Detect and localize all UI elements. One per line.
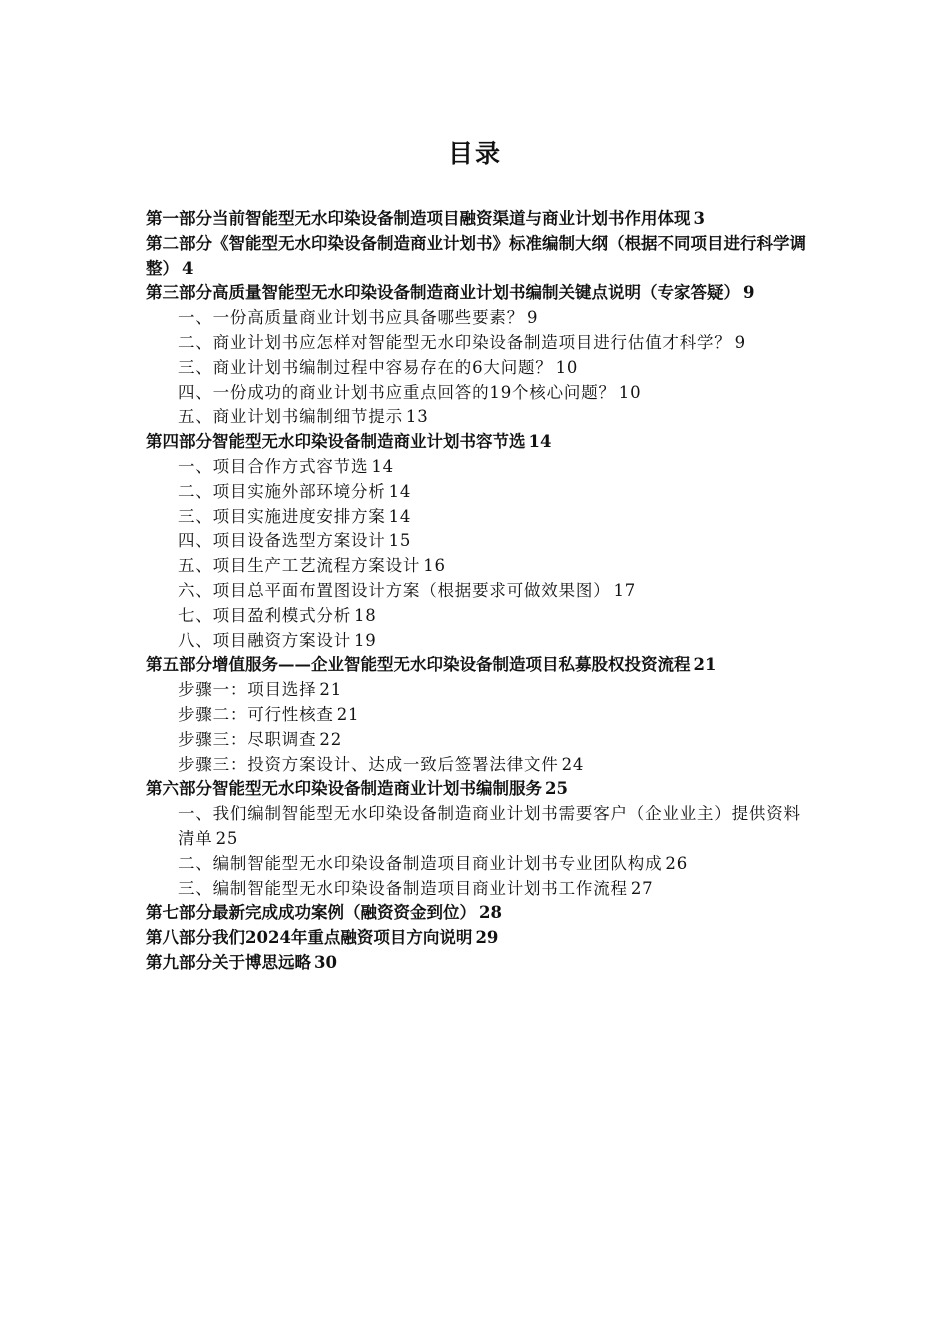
toc-page-number: 24 bbox=[561, 754, 585, 774]
toc-part-entry[interactable] bbox=[146, 901, 812, 926]
toc-entry-text: 第四部分智能型无水印染设备制造商业计划书容节选 bbox=[146, 432, 526, 452]
toc-page-number: 4 bbox=[182, 258, 194, 278]
toc-section-entry[interactable] bbox=[146, 480, 812, 505]
toc-section-entry[interactable] bbox=[146, 505, 812, 530]
toc-page-number: 21 bbox=[319, 680, 343, 700]
toc-page-number: 25 bbox=[215, 828, 239, 848]
toc-page-number: 29 bbox=[475, 928, 499, 948]
toc-entry-text: 八、项目融资方案设计 bbox=[178, 630, 351, 650]
toc-section-entry[interactable] bbox=[146, 703, 812, 728]
toc-page-number: 13 bbox=[405, 407, 429, 427]
toc-section-entry[interactable] bbox=[146, 678, 812, 703]
toc-entry-text: 一、我们编制智能型无水印染设备制造商业计划书需要客户（企业业主）提供资料清单 bbox=[178, 804, 801, 848]
toc-page-number: 10 bbox=[555, 357, 579, 377]
toc-section-entry[interactable] bbox=[146, 529, 812, 554]
toc-entry-text: 五、商业计划书编制细节提示 bbox=[178, 407, 403, 427]
toc-entry-text: 七、项目盈利模式分析 bbox=[178, 605, 351, 625]
toc-page-number: 16 bbox=[423, 556, 446, 576]
toc-page-number: 21 bbox=[693, 655, 717, 675]
toc-page-number: 18 bbox=[354, 605, 377, 625]
toc-section-entry[interactable] bbox=[146, 728, 812, 753]
toc-entry-text: 五、项目生产工艺流程方案设计 bbox=[178, 556, 421, 576]
toc-page-number: 3 bbox=[693, 209, 705, 228]
toc-entry-text: 二、项目实施外部环境分析 bbox=[178, 481, 386, 501]
toc-entry-text: 第九部分关于博思远略 bbox=[146, 952, 311, 972]
toc-entry-text: 四、项目设备选型方案设计 bbox=[178, 531, 386, 551]
toc-page-number: 28 bbox=[479, 903, 502, 923]
toc-section-entry[interactable] bbox=[146, 405, 812, 430]
toc-section-entry[interactable] bbox=[146, 604, 812, 629]
toc-section-entry[interactable] bbox=[146, 629, 812, 654]
toc-entry-text: 三、项目实施进度安排方案 bbox=[178, 506, 386, 526]
toc-entry-text: 第三部分高质量智能型无水印染设备制造商业计划书编制关键点说明（专家答疑） bbox=[146, 283, 740, 303]
toc-page-number: 15 bbox=[388, 531, 412, 551]
toc-page-number: 26 bbox=[665, 853, 689, 873]
page-title: 目录 bbox=[447, 139, 502, 168]
toc-section-entry[interactable] bbox=[146, 331, 812, 356]
toc-section-entry[interactable] bbox=[146, 356, 812, 381]
toc-section-entry[interactable] bbox=[146, 554, 812, 579]
toc-section-entry[interactable] bbox=[146, 306, 812, 331]
toc-entry-text: 第七部分最新完成成功案例（融资资金到位） bbox=[146, 903, 476, 923]
toc-section-entry[interactable] bbox=[146, 455, 812, 480]
toc-page-number: 22 bbox=[319, 729, 343, 749]
toc-page-number: 9 bbox=[527, 308, 539, 328]
toc-page-number: 14 bbox=[388, 506, 412, 526]
toc-section-entry[interactable] bbox=[146, 753, 812, 778]
toc-page-number: 19 bbox=[354, 630, 377, 650]
toc-page-number: 14 bbox=[528, 432, 552, 452]
toc-entry-text: 二、编制智能型无水印染设备制造项目商业计划书专业团队构成 bbox=[178, 853, 663, 873]
toc-part-entry[interactable] bbox=[146, 232, 812, 282]
toc-page-number: 14 bbox=[371, 456, 394, 476]
toc-page-number: 9 bbox=[743, 283, 755, 303]
toc-entry-text: 四、一份成功的商业计划书应重点回答的19个核心问题？ bbox=[178, 382, 616, 402]
toc-page-number: 30 bbox=[314, 952, 337, 972]
toc-page-number: 14 bbox=[388, 481, 412, 501]
toc-entry-text: 步骤一：项目选择 bbox=[178, 680, 317, 700]
toc-entry-text: 第八部分我们2024年重点融资项目方向说明 bbox=[146, 928, 473, 948]
toc-entry-text: 步骤三：尽职调查 bbox=[178, 729, 317, 749]
toc-page-number: 17 bbox=[613, 580, 637, 600]
toc-part-entry[interactable] bbox=[146, 951, 812, 976]
toc-section-entry[interactable] bbox=[146, 802, 812, 852]
toc-entry-text: 六、项目总平面布置图设计方案（根据要求可做效果图） bbox=[178, 580, 611, 600]
toc-part-entry[interactable] bbox=[146, 430, 812, 455]
toc-entry-text: 一、一份高质量商业计划书应具备哪些要素？ bbox=[178, 308, 524, 328]
toc-part-entry[interactable] bbox=[146, 207, 812, 232]
toc-entry-text: 第一部分当前智能型无水印染设备制造项目融资渠道与商业计划书作用体现 bbox=[146, 209, 691, 228]
toc-entry-text: 一、项目合作方式容节选 bbox=[178, 456, 369, 476]
toc-entry-text: 第六部分智能型无水印染设备制造商业计划书编制服务 bbox=[146, 779, 542, 799]
toc-entry-text: 三、编制智能型无水印染设备制造项目商业计划书工作流程 bbox=[178, 878, 628, 898]
toc-part-entry[interactable] bbox=[146, 653, 812, 678]
toc-page-number: 27 bbox=[630, 878, 654, 898]
toc-part-entry[interactable] bbox=[146, 281, 812, 306]
toc-page-number: 21 bbox=[336, 704, 360, 724]
toc-entry-text: 步骤二：可行性核查 bbox=[178, 704, 334, 724]
toc-section-entry[interactable] bbox=[146, 877, 812, 902]
toc-entry-text: 三、商业计划书编制过程中容易存在的6大问题？ bbox=[178, 357, 553, 377]
toc-section-entry[interactable] bbox=[146, 852, 812, 877]
toc-section-entry[interactable] bbox=[146, 579, 812, 604]
toc-page-number: 10 bbox=[618, 382, 642, 402]
toc-entry-text: 第五部分增值服务——企业智能型无水印染设备制造项目私募股权投资流程 bbox=[146, 655, 691, 675]
toc-page-number: 9 bbox=[734, 332, 746, 352]
toc-entry-text: 第二部分《智能型无水印染设备制造商业计划书》标准编制大纲（根据不同项目进行科学调整） bbox=[146, 233, 806, 278]
toc-entry-text: 步骤三：投资方案设计、达成一致后签署法律文件 bbox=[178, 754, 559, 774]
toc-page-number: 25 bbox=[545, 779, 568, 799]
table-of-contents bbox=[146, 207, 812, 976]
toc-entry-text: 二、商业计划书应怎样对智能型无水印染设备制造项目进行估值才科学？ bbox=[178, 332, 732, 352]
toc-part-entry[interactable] bbox=[146, 777, 812, 802]
toc-part-entry[interactable] bbox=[146, 926, 812, 951]
toc-section-entry[interactable] bbox=[146, 381, 812, 406]
